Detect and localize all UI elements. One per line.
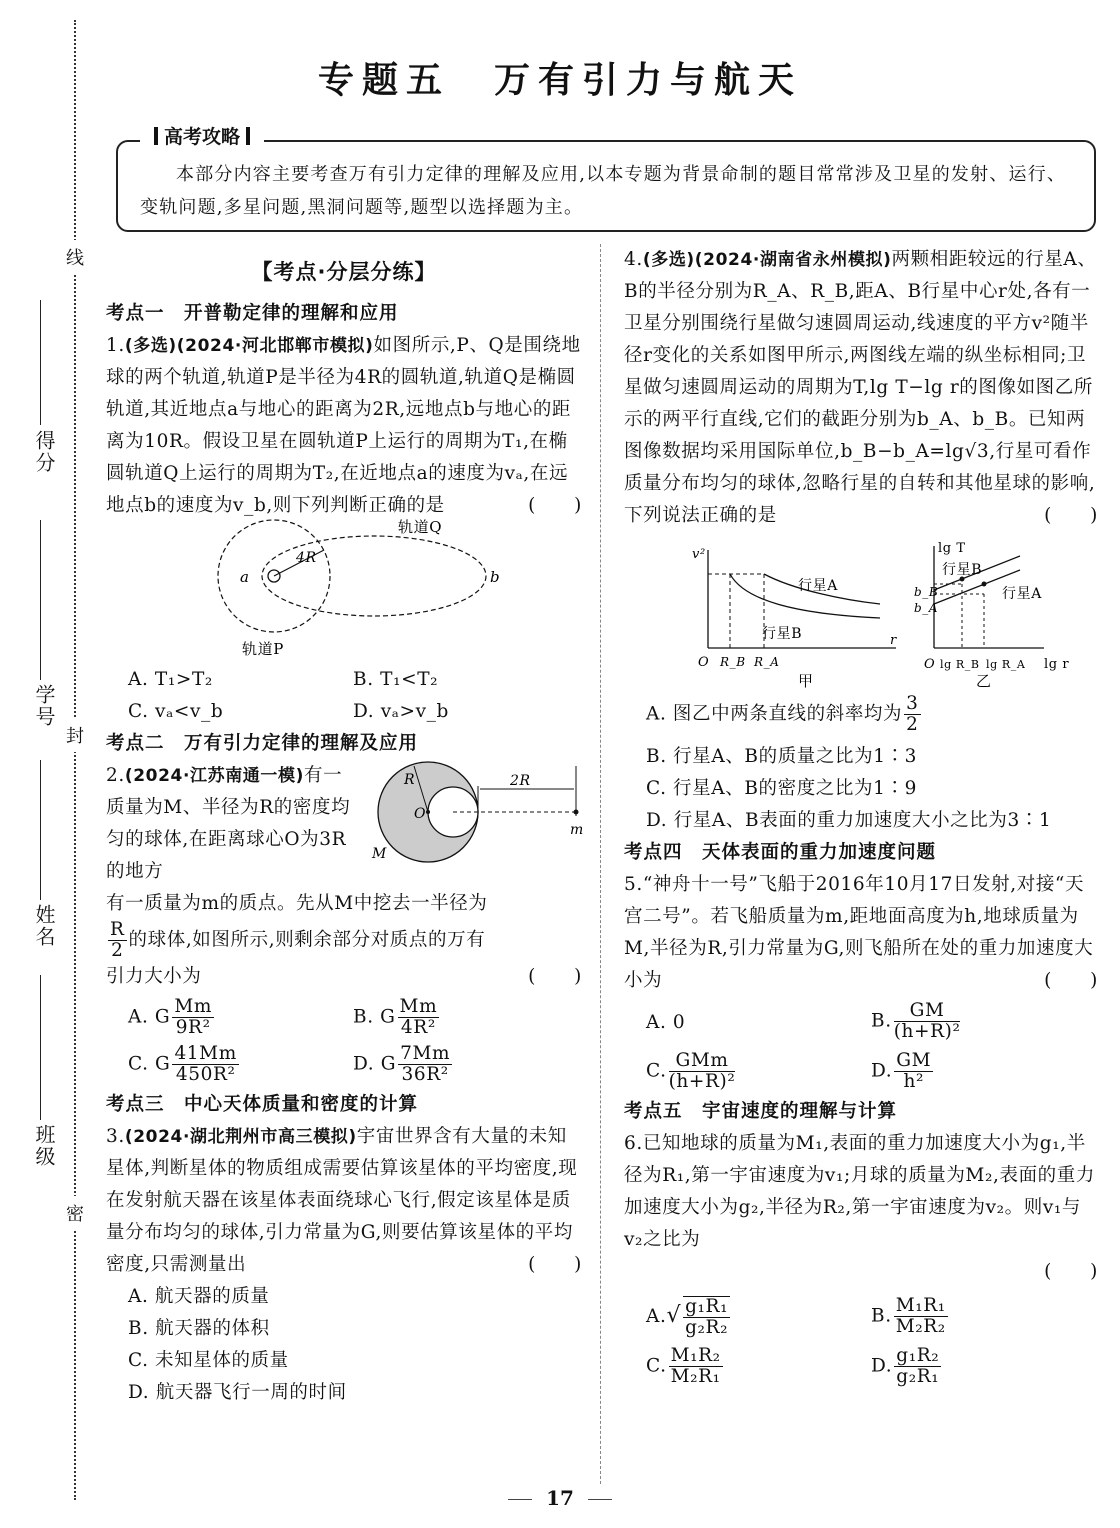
q6-option-b[interactable]: B. $\frac{\text{M₁R₁}}{\text{M₂R₂}}$ [871,1295,946,1337]
q1-option-a[interactable]: A. T₁>T₂ [128,669,213,690]
yi-label-b: 行星B [942,562,983,578]
column-divider [600,244,601,1484]
q2-fig-2r: 2R [510,773,531,789]
q4-text: 两颗相距较远的行星A、B的半径分别为R_A、R_B,距A、B行星中心r处,各有一卫星分别围绕行星做匀速圆周运动,线速度的平方v²随半径r变化的关系如图甲所示,两图线左端的纵坐标相同;卫星做匀速圆周运动的周期为T,lg T−lg r的图像如图乙所示的两平行直线,它们的截距分别为b_A、b_B。已知两图像数据均采用国际单位,b_B−b_A=lg√3,行星可看作质量分布均匀的球体,忽略行星的自转和其他星球的影响,下列说法正确的是 [624,249,1097,526]
q3-tag: (2024·湖北荆州市高三模拟) [124,1127,357,1147]
topic-5-heading: 考点五 宇宙速度的理解与计算 [624,1101,898,1122]
q2-options [106,997,582,1085]
q2-number: 2. [106,765,125,786]
q3-option-a[interactable]: A. 航天器的质量 [128,1286,270,1307]
q1-fig-b: b [490,568,501,586]
question-3 [106,1121,582,1281]
jia-label-v2: v² [692,547,706,562]
yi-label-lgr: lg r [1044,657,1070,672]
question-2 [106,760,582,993]
q1-option-d[interactable]: D. vₐ>v_b [353,701,449,722]
q2-fig-m-big: M [372,846,387,862]
q1-orbit-q [262,536,486,616]
page-title: 专题五 万有引力与航天 [317,60,802,101]
jia-label-rb: R_B [720,655,746,669]
topic-3-heading: 考点三 中心天体质量和密度的计算 [106,1094,419,1115]
yi-label-lgra: lg R_A [986,658,1026,671]
q1-option-c[interactable]: C. vₐ<v_b [128,701,224,722]
q1-text: 如图所示,P、Q是围绕地球的两个轨道,轨道P是半径为4R的圆轨道,轨道Q是椭圆轨道,其近地点a与地心的距离为2R,远地点b与地心的距离为10R。假设卫星在圆轨道P上运行的周期为T₁,在椭圆轨道Q上运行的周期为T₂,在近地点a的速度为vₐ,在远地点b的速度为v_b,则下列判断正确的是 [106,335,581,516]
q2-text-block [106,760,358,888]
q2-answer-bracket: ( ) [528,966,582,987]
question-5 [624,869,1098,997]
q4-tag: (多选)(2024·湖南省永州模拟) [642,250,892,270]
q4-option-b[interactable]: B. 行星A、B的质量之比为1∶3 [646,746,918,767]
q4-answer-bracket: ( ) [1044,505,1098,526]
q2-fig-m-small: m [570,822,584,838]
score-label: 得分 [32,430,56,474]
yi-label-o: O [924,657,936,672]
q4-graph-yi [914,541,1069,690]
q3-option-d[interactable]: D. 航天器飞行一周的时间 [128,1382,347,1403]
score-line [40,300,41,425]
yi-label-lgt: lg T [938,541,966,556]
jia-caption: 甲 [798,672,814,690]
guide-text: 本部分内容主要考查万有引力定律的理解及应用,以本专题为背景命制的题目常常涉及卫星的发射、运行、变轨问题,多星问题,黑洞问题等,题型以选择题为主。 [140,164,1067,218]
q2-option-c[interactable]: C. G $\frac{41Mm}{\text{450R²}}$ [128,1043,237,1085]
q6-answer-bracket: ( ) [1044,1261,1098,1282]
q1-number: 1. [106,335,125,356]
yi-label-lgrb: lg R_B [940,658,980,671]
q3-options [106,1281,582,1409]
class-line [40,975,41,1120]
right-column [624,244,1098,1387]
q1-fig-orbit-q-label: 轨道Q [398,518,443,536]
q5-option-b[interactable]: B. $\frac{GM}{\text{(h+R)²}}$ [871,1000,961,1042]
q3-number: 3. [106,1126,125,1147]
q5-option-d[interactable]: D. $\frac{GM}{\text{h²}}$ [871,1050,932,1092]
yi-label-a: 行星A [1002,586,1042,602]
jia-label-a: 行星A [798,578,838,594]
question-4 [624,244,1098,532]
q5-answer-bracket: ( ) [1044,970,1098,991]
q6-text: 已知地球的质量为M₁,表面的重力加速度大小为g₁,半径为R₁,第一宇宙速度为v₁;月球的质量为M₂,表面的重力加速度大小为g₂,半径为R₂,第一宇宙速度为v₂。则v₁与v₂之比为 [624,1133,1095,1250]
q1-orbit-figure [106,518,582,662]
q3-text: 宇宙世界含有大量的未知星体,判断星体的物质组成需要估算该星体的平均密度,现在发射航天器在该星体表面绕球心飞行,假定该星体是质量分布均匀的球体,引力常量为G,则要估算该星体的平均密度,只需测量出 [106,1126,578,1275]
q5-number: 5. [624,874,643,895]
q4-option-d[interactable]: D. 行星A、B表面的重力加速度大小之比为3∶1 [646,810,1052,831]
q2-option-a[interactable]: A. G $\frac{Mm}{\text{9R²}}$ [128,996,212,1038]
id-label: 学号 [32,684,56,728]
class-label: 班级 [32,1124,56,1168]
topic-4-heading: 考点四 天体表面的重力加速度问题 [624,842,937,863]
q1-tag: (多选)(2024·河北邯郸市模拟) [124,336,374,356]
q2-center-point [426,810,430,814]
topic-1-heading: 考点一 开普勒定律的理解和应用 [106,303,399,324]
q4-graph-jia [692,547,897,690]
yi-label-ba: b_A [914,601,939,615]
section-heading: 【考点·分层分练】 [251,260,437,284]
q3-answer-bracket: ( ) [528,1254,582,1275]
q1-fig-4r: 4R [296,550,317,566]
q2-text-1: 有一质量为M、半径为R的密度均匀的球体,在距离球心O为3R的地方 [106,765,351,882]
q6-options [624,1296,1098,1387]
q5-options [624,1001,1098,1092]
left-column [106,256,582,1409]
question-6 [624,1128,1098,1256]
q6-option-d[interactable]: D. $\frac{\text{g₁R₂}}{\text{g₂R₁}}$ [871,1345,940,1387]
q1-fig-orbit-p-label: 轨道P [242,640,284,658]
q2-tag: (2024·江苏南通一模) [124,766,304,786]
seal-feng: 封 [66,718,84,752]
id-line [40,520,41,680]
q4-number: 4. [624,249,643,270]
q3-option-c[interactable]: C. 未知星体的质量 [128,1350,289,1371]
q5-option-c[interactable]: C. $\frac{\text{GMm}}{\text{(h+R)²}}$ [646,1050,736,1092]
page-number: 17 [0,1486,1120,1510]
q4-options [624,694,1098,837]
guide-label: 高考攻略 [140,122,264,149]
jia-label-o: O [698,655,710,670]
q4-option-a[interactable]: A. 图乙中两条直线的斜率均为 $\frac{3}{2}$ [646,693,919,735]
topic-2-heading: 考点二 万有引力定律的理解及应用 [106,733,419,754]
q1-fig-a: a [240,568,250,586]
q2-fig-r: R [404,772,416,788]
q1-option-b[interactable]: B. T₁<T₂ [353,669,439,690]
q2-option-d[interactable]: D. G $\frac{7Mm}{\text{36R²}}$ [353,1043,451,1085]
q2-option-b[interactable]: B. G $\frac{Mm}{\text{4R²}}$ [353,996,438,1038]
q4-graphs [624,540,1098,690]
jia-label-b: 行星B [762,626,803,642]
question-1 [106,330,582,522]
seal-mi: 密 [66,1196,84,1230]
q4-option-c[interactable]: C. 行星A、B的密度之比为1∶9 [646,778,917,799]
q6-number: 6. [624,1133,643,1154]
q2-fig-o: O [414,806,427,822]
name-line [40,760,41,900]
q2-figure [364,764,584,864]
yi-label-bb: b_B [914,585,939,599]
q2-fraction: $\frac{R}{2}$ [110,919,125,961]
name-label: 姓名 [32,904,56,948]
q5-option-a[interactable]: A. 0 [646,1012,686,1033]
q2-text-4: 引力大小为 ( ) [106,961,582,993]
q1-answer-bracket: ( ) [528,495,582,516]
jia-label-r: r [890,633,897,648]
q3-option-b[interactable]: B. 航天器的体积 [128,1318,270,1339]
q2-mass-point [574,810,579,815]
q6-option-a[interactable]: A.√ $\frac{\text{g₁R₁}}{\text{g₂R₂}}$ [646,1296,729,1338]
q1-options [106,664,582,728]
yi-caption: 乙 [976,672,992,690]
q2-text-3: $\frac{R}{2}$ 的球体,如图所示,则剩余部分对质点的万有 [110,919,486,961]
jia-label-ra: R_A [754,655,780,669]
q6-option-c[interactable]: C. $\frac{\text{M₁R₂}}{\text{M₂R₁}}$ [646,1345,721,1387]
seal-xian: 线 [66,240,84,274]
q5-text: “神舟十一号”飞船于2016年10月17日发射,对接“天宫二号”。若飞船质量为m,距地面高度为h,地球质量为M,半径为R,引力常量为G,则飞船所在处的重力加速度大小为 [624,874,1094,991]
q2-text-2: 有一质量为m的质点。先从M中挖去一半径为 [106,893,488,914]
yi-point-a [982,582,987,587]
